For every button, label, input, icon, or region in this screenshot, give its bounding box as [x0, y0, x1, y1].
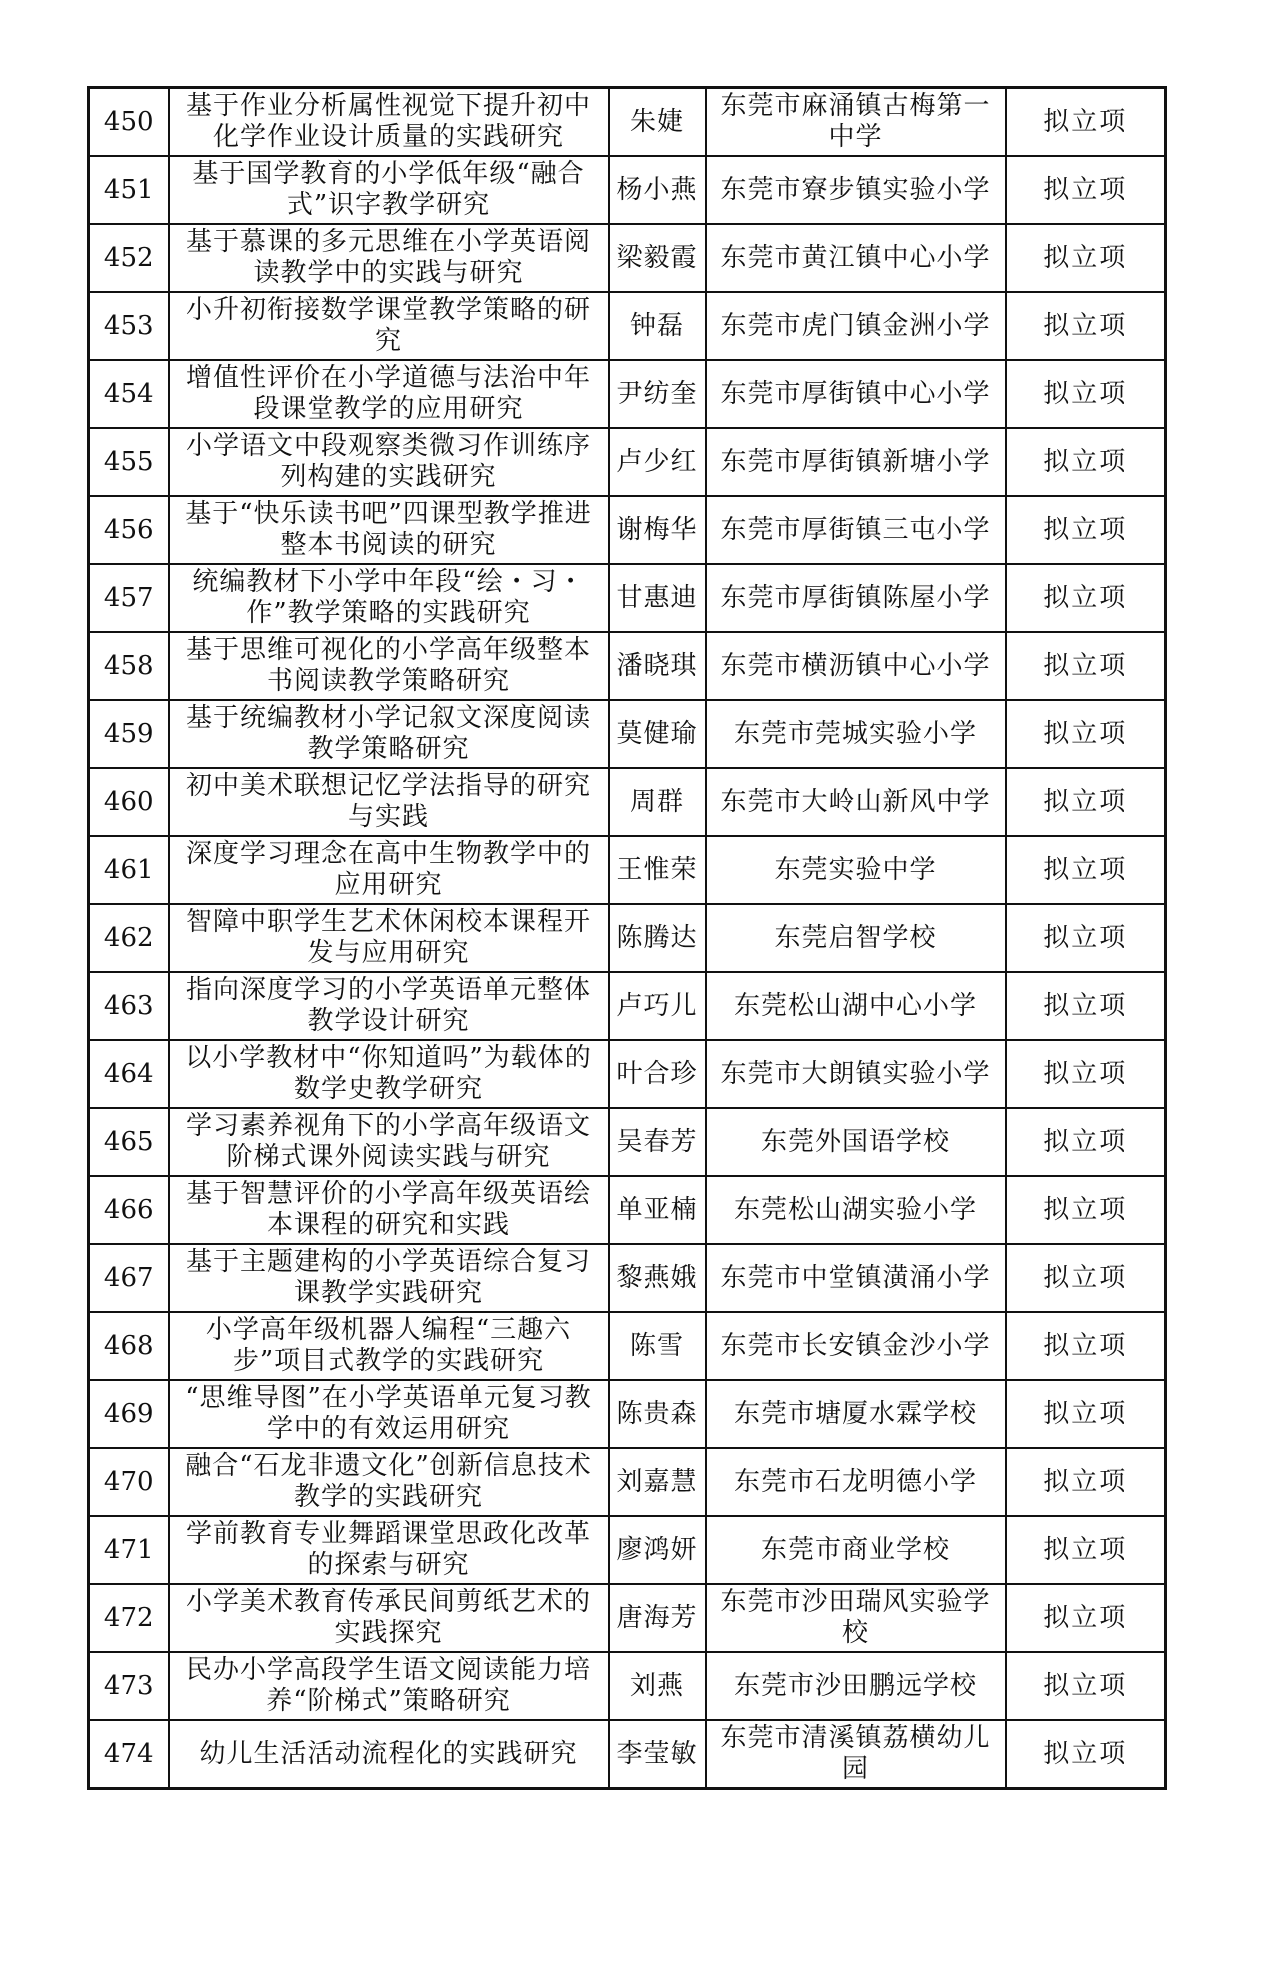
project-unit: 东莞市清溪镇荔横幼儿园	[706, 1720, 1006, 1789]
row-number: 466	[89, 1176, 169, 1244]
row-number: 454	[89, 360, 169, 428]
table-row	[89, 1176, 1166, 1244]
project-leader: 甘惠迪	[609, 564, 706, 632]
project-unit: 东莞市寮步镇实验小学	[706, 156, 1006, 224]
project-unit: 东莞实验中学	[706, 836, 1006, 904]
row-number: 468	[89, 1312, 169, 1380]
table-row	[89, 1312, 1166, 1380]
row-number: 467	[89, 1244, 169, 1312]
project-status: 拟立项	[1006, 836, 1166, 904]
project-leader: 莫健瑜	[609, 700, 706, 768]
table-row	[89, 1108, 1166, 1176]
project-title: 基于“快乐读书吧”四课型教学推进整本书阅读的研究	[169, 496, 609, 564]
row-number: 453	[89, 292, 169, 360]
project-unit: 东莞市厚街镇中心小学	[706, 360, 1006, 428]
project-status: 拟立项	[1006, 1312, 1166, 1380]
project-status: 拟立项	[1006, 1652, 1166, 1720]
row-number: 473	[89, 1652, 169, 1720]
project-title: 基于作业分析属性视觉下提升初中化学作业设计质量的实践研究	[169, 88, 609, 157]
project-table	[87, 86, 1167, 1790]
project-status: 拟立项	[1006, 156, 1166, 224]
row-number: 456	[89, 496, 169, 564]
project-unit: 东莞外国语学校	[706, 1108, 1006, 1176]
project-leader: 唐海芳	[609, 1584, 706, 1652]
table-row	[89, 428, 1166, 496]
project-status: 拟立项	[1006, 428, 1166, 496]
project-leader: 周群	[609, 768, 706, 836]
row-number: 465	[89, 1108, 169, 1176]
project-leader: 廖鸿妍	[609, 1516, 706, 1584]
project-unit: 东莞松山湖中心小学	[706, 972, 1006, 1040]
project-unit: 东莞启智学校	[706, 904, 1006, 972]
table-row	[89, 1244, 1166, 1312]
row-number: 471	[89, 1516, 169, 1584]
project-leader: 杨小燕	[609, 156, 706, 224]
project-unit: 东莞市麻涌镇古梅第一中学	[706, 88, 1006, 157]
project-leader: 梁毅霞	[609, 224, 706, 292]
project-leader: 吴春芳	[609, 1108, 706, 1176]
project-unit: 东莞市长安镇金沙小学	[706, 1312, 1006, 1380]
project-status: 拟立项	[1006, 972, 1166, 1040]
project-unit: 东莞市黄江镇中心小学	[706, 224, 1006, 292]
project-title: 基于思维可视化的小学高年级整本书阅读教学策略研究	[169, 632, 609, 700]
project-status: 拟立项	[1006, 1108, 1166, 1176]
project-leader: 陈雪	[609, 1312, 706, 1380]
project-title: 学习素养视角下的小学高年级语文阶梯式课外阅读实践与研究	[169, 1108, 609, 1176]
project-status: 拟立项	[1006, 360, 1166, 428]
project-leader: 单亚楠	[609, 1176, 706, 1244]
row-number: 455	[89, 428, 169, 496]
project-status: 拟立项	[1006, 224, 1166, 292]
project-table-body	[89, 88, 1166, 1789]
table-row	[89, 632, 1166, 700]
project-leader: 刘嘉慧	[609, 1448, 706, 1516]
project-status: 拟立项	[1006, 292, 1166, 360]
project-leader: 陈贵森	[609, 1380, 706, 1448]
project-leader: 王惟荣	[609, 836, 706, 904]
project-title: 幼儿生活活动流程化的实践研究	[169, 1720, 609, 1789]
project-title: 民办小学高段学生语文阅读能力培养“阶梯式”策略研究	[169, 1652, 609, 1720]
project-title: 指向深度学习的小学英语单元整体教学设计研究	[169, 972, 609, 1040]
project-title: 智障中职学生艺术休闲校本课程开发与应用研究	[169, 904, 609, 972]
project-list-table	[87, 86, 1164, 1790]
table-row	[89, 1516, 1166, 1584]
project-leader: 卢少红	[609, 428, 706, 496]
project-leader: 陈腾达	[609, 904, 706, 972]
table-row	[89, 1040, 1166, 1108]
project-unit: 东莞市商业学校	[706, 1516, 1006, 1584]
project-status: 拟立项	[1006, 1244, 1166, 1312]
table-row	[89, 836, 1166, 904]
project-unit: 东莞市大岭山新风中学	[706, 768, 1006, 836]
project-status: 拟立项	[1006, 768, 1166, 836]
row-number: 469	[89, 1380, 169, 1448]
table-row	[89, 972, 1166, 1040]
project-unit: 东莞市厚街镇陈屋小学	[706, 564, 1006, 632]
project-unit: 东莞市沙田鹏远学校	[706, 1652, 1006, 1720]
row-number: 460	[89, 768, 169, 836]
project-title: 基于智慧评价的小学高年级英语绘本课程的研究和实践	[169, 1176, 609, 1244]
project-title: 小升初衔接数学课堂教学策略的研究	[169, 292, 609, 360]
row-number: 451	[89, 156, 169, 224]
project-leader: 谢梅华	[609, 496, 706, 564]
table-row	[89, 1380, 1166, 1448]
row-number: 450	[89, 88, 169, 157]
row-number: 459	[89, 700, 169, 768]
table-row	[89, 1584, 1166, 1652]
row-number: 472	[89, 1584, 169, 1652]
table-row	[89, 564, 1166, 632]
project-title: 基于国学教育的小学低年级“融合式”识字教学研究	[169, 156, 609, 224]
row-number: 470	[89, 1448, 169, 1516]
table-row	[89, 292, 1166, 360]
row-number: 474	[89, 1720, 169, 1789]
project-leader: 黎燕娥	[609, 1244, 706, 1312]
project-title: 学前教育专业舞蹈课堂思政化改革的探索与研究	[169, 1516, 609, 1584]
project-title: 小学语文中段观察类微习作训练序列构建的实践研究	[169, 428, 609, 496]
project-title: 以小学教材中“你知道吗”为载体的数学史教学研究	[169, 1040, 609, 1108]
project-status: 拟立项	[1006, 564, 1166, 632]
project-unit: 东莞松山湖实验小学	[706, 1176, 1006, 1244]
project-unit: 东莞市虎门镇金洲小学	[706, 292, 1006, 360]
project-unit: 东莞市沙田瑞风实验学校	[706, 1584, 1006, 1652]
project-title: 初中美术联想记忆学法指导的研究与实践	[169, 768, 609, 836]
project-title: 融合“石龙非遗文化”创新信息技术教学的实践研究	[169, 1448, 609, 1516]
project-status: 拟立项	[1006, 1040, 1166, 1108]
project-status: 拟立项	[1006, 1448, 1166, 1516]
project-unit: 东莞市厚街镇三屯小学	[706, 496, 1006, 564]
project-title: “思维导图”在小学英语单元复习教学中的有效运用研究	[169, 1380, 609, 1448]
table-row	[89, 1652, 1166, 1720]
project-title: 统编教材下小学中年段“绘・习・作”教学策略的实践研究	[169, 564, 609, 632]
project-leader: 刘燕	[609, 1652, 706, 1720]
project-unit: 东莞市横沥镇中心小学	[706, 632, 1006, 700]
project-leader: 卢巧儿	[609, 972, 706, 1040]
project-unit: 东莞市大朗镇实验小学	[706, 1040, 1006, 1108]
table-row	[89, 700, 1166, 768]
row-number: 462	[89, 904, 169, 972]
row-number: 458	[89, 632, 169, 700]
table-row	[89, 1720, 1166, 1789]
project-status: 拟立项	[1006, 1720, 1166, 1789]
project-leader: 李莹敏	[609, 1720, 706, 1789]
table-row	[89, 156, 1166, 224]
row-number: 464	[89, 1040, 169, 1108]
table-row	[89, 496, 1166, 564]
row-number: 461	[89, 836, 169, 904]
project-title: 小学高年级机器人编程“三趣六步”项目式教学的实践研究	[169, 1312, 609, 1380]
row-number: 452	[89, 224, 169, 292]
project-title: 小学美术教育传承民间剪纸艺术的实践探究	[169, 1584, 609, 1652]
project-unit: 东莞市塘厦水霖学校	[706, 1380, 1006, 1448]
project-leader: 钟磊	[609, 292, 706, 360]
project-status: 拟立项	[1006, 1176, 1166, 1244]
project-leader: 叶合珍	[609, 1040, 706, 1108]
project-leader: 潘晓琪	[609, 632, 706, 700]
project-title: 基于主题建构的小学英语综合复习课教学实践研究	[169, 1244, 609, 1312]
project-unit: 东莞市莞城实验小学	[706, 700, 1006, 768]
project-status: 拟立项	[1006, 632, 1166, 700]
project-status: 拟立项	[1006, 88, 1166, 157]
row-number: 457	[89, 564, 169, 632]
project-title: 增值性评价在小学道德与法治中年段课堂教学的应用研究	[169, 360, 609, 428]
project-status: 拟立项	[1006, 1380, 1166, 1448]
project-title: 基于慕课的多元思维在小学英语阅读教学中的实践与研究	[169, 224, 609, 292]
project-status: 拟立项	[1006, 1516, 1166, 1584]
project-title: 基于统编教材小学记叙文深度阅读教学策略研究	[169, 700, 609, 768]
project-unit: 东莞市石龙明德小学	[706, 1448, 1006, 1516]
project-unit: 东莞市中堂镇潢涌小学	[706, 1244, 1006, 1312]
project-title: 深度学习理念在高中生物教学中的应用研究	[169, 836, 609, 904]
table-row	[89, 224, 1166, 292]
project-status: 拟立项	[1006, 700, 1166, 768]
table-row	[89, 360, 1166, 428]
table-row	[89, 904, 1166, 972]
project-status: 拟立项	[1006, 1584, 1166, 1652]
project-status: 拟立项	[1006, 496, 1166, 564]
table-row	[89, 88, 1166, 157]
project-leader: 尹纺奎	[609, 360, 706, 428]
project-leader: 朱婕	[609, 88, 706, 157]
table-row	[89, 1448, 1166, 1516]
table-row	[89, 768, 1166, 836]
row-number: 463	[89, 972, 169, 1040]
project-unit: 东莞市厚街镇新塘小学	[706, 428, 1006, 496]
project-status: 拟立项	[1006, 904, 1166, 972]
